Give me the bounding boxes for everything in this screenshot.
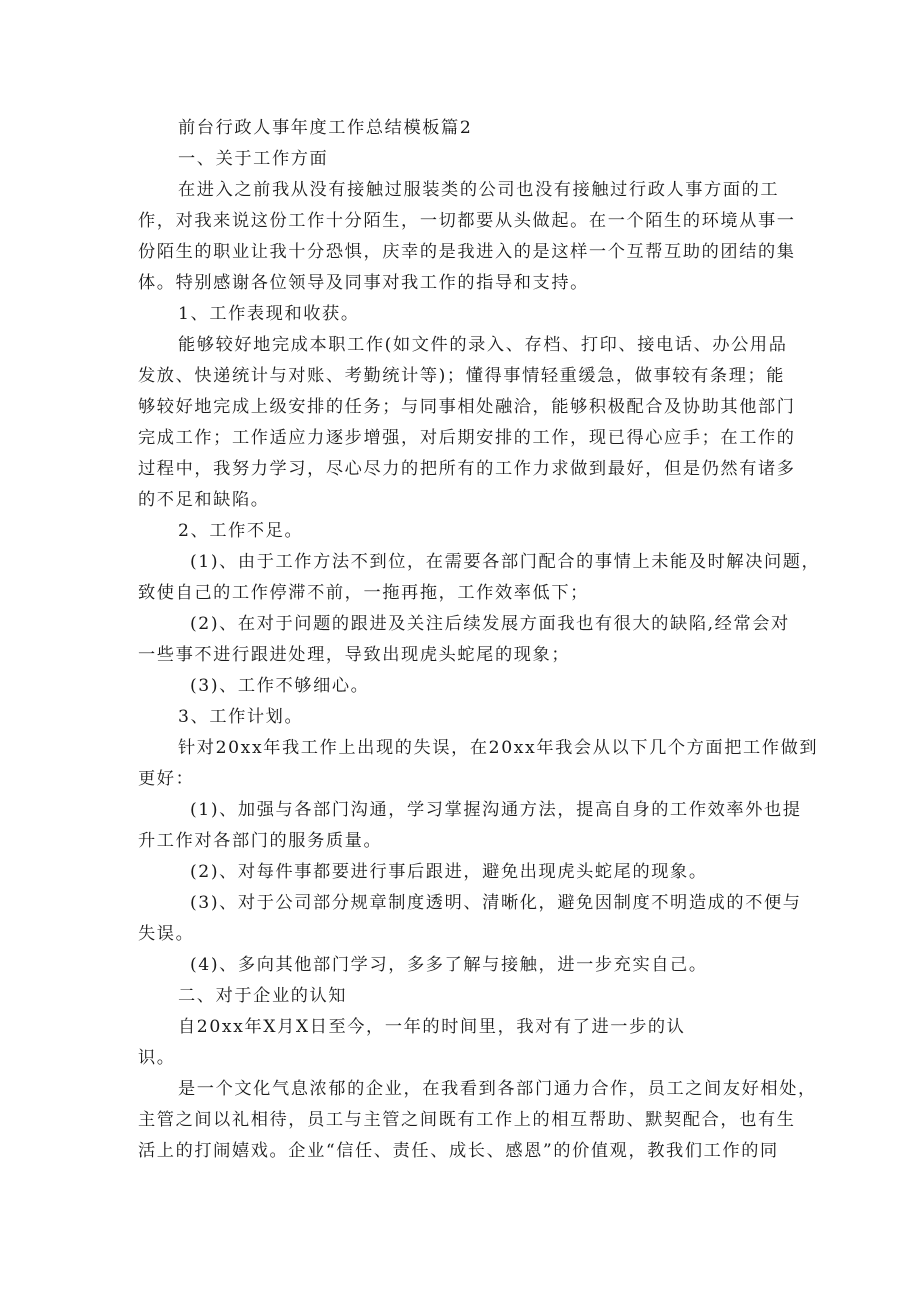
- list-item-line: (2)、在对于问题的跟进及关注后续发展方面我也有很大的缺陷,经常会对: [190, 614, 790, 634]
- section-heading: 一、关于工作方面: [178, 149, 329, 169]
- paragraph-line: 在进入之前我从没有接触过服装类的公司也没有接触过行政人事方面的工: [178, 180, 780, 200]
- paragraph-line: 够较好地完成上级安排的任务；与同事相处融洽，能够积极配合及协助其他部门: [138, 397, 796, 417]
- paragraph-line: 能够较好地完成本职工作(如文件的录入、存档、打印、接电话、办公用品: [178, 335, 788, 355]
- section-heading: 二、对于企业的认知: [178, 986, 348, 1006]
- list-item-line: (3)、对于公司部分规章制度透明、清晰化，避免因制度不明造成的不便与: [190, 893, 802, 913]
- subsection-heading: 3、工作计划。: [178, 707, 304, 727]
- list-item-line: 失误。: [138, 924, 195, 944]
- paragraph-line: 份陌生的职业让我十分恐惧，庆幸的是我进入的是这样一个互帮互助的团结的集: [138, 242, 796, 262]
- list-item-line: (3)、工作不够细心。: [190, 676, 370, 696]
- subsection-heading: 1、工作表现和收获。: [178, 304, 360, 324]
- paragraph-line: 更好：: [138, 769, 195, 789]
- paragraph-line: 识。: [138, 1048, 176, 1068]
- document-title: 前台行政人事年度工作总结模板篇2: [178, 118, 473, 138]
- paragraph-line: 活上的打闹嬉戏。企业“信任、责任、成长、感恩”的价值观，教我们工作的同: [138, 1141, 779, 1161]
- paragraph-line: 发放、快递统计与对账、考勤统计等)；懂得事情轻重缓急，做事较有条理；能: [138, 366, 786, 386]
- list-item-line: (1)、由于工作方法不到位，在需要各部门配合的事情上未能及时解决问题，: [190, 552, 821, 572]
- list-item-line: 一些事不进行跟进处理，导致出现虎头蛇尾的现象；: [138, 645, 571, 665]
- paragraph-line: 过程中，我努力学习，尽心尽力的把所有的工作力求做到最好，但是仍然有诸多: [138, 459, 796, 479]
- paragraph-line: 完成工作；工作适应力逐步增强，对后期安排的工作，现已得心应手；在工作的: [138, 428, 796, 448]
- list-item-line: (2)、对每件事都要进行事后跟进，避免出现虎头蛇尾的现象。: [190, 862, 708, 882]
- paragraph-line: 主管之间以礼相待，员工与主管之间既有工作上的相互帮助、默契配合，也有生: [138, 1110, 796, 1130]
- paragraph-line: 针对20xx年我工作上出现的失误，在20xx年我会从以下几个方面把工作做到: [178, 738, 819, 758]
- paragraph-line: 是一个文化气息浓郁的企业，在我看到各部门通力合作，员工之间友好相处，: [178, 1079, 817, 1099]
- list-item-line: 升工作对各部门的服务质量。: [138, 831, 383, 851]
- paragraph-line: 的不足和缺陷。: [138, 490, 270, 510]
- paragraph-line: 作，对我来说这份工作十分陌生，一切都要从头做起。在一个陌生的环境从事一: [138, 211, 796, 231]
- paragraph-line: 体。特别感谢各位领导及同事对我工作的指导和支持。: [138, 273, 589, 293]
- list-item-line: (4)、多向其他部门学习，多多了解与接触，进一步充实自己。: [190, 955, 708, 975]
- subsection-heading: 2、工作不足。: [178, 521, 304, 541]
- list-item-line: 致使自己的工作停滞不前，一拖再拖，工作效率低下；: [138, 583, 589, 603]
- list-item-line: (1)、加强与各部门沟通，学习掌握沟通方法，提高自身的工作效率外也提: [190, 800, 802, 820]
- paragraph-line: 自20xx年X月X日至今，一年的时间里，我对有了进一步的认: [178, 1017, 686, 1037]
